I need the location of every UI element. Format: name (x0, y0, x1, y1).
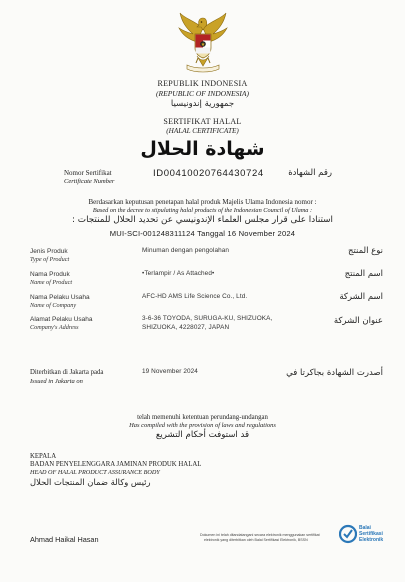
signatory-title: KEPALA (30, 453, 57, 460)
garuda-emblem (178, 10, 228, 76)
country-name-en: (REPUBLIC OF INDONESIA) (156, 89, 249, 98)
certificate-title: SERTIFIKAT HALAL (163, 117, 242, 126)
bsre-text-1: Balai (359, 525, 371, 531)
compliance-text: telah memenuhi ketentuan perundang-undangan (137, 414, 268, 421)
company-name-value: AFC-HD AMS Life Science Co., Ltd. (142, 293, 248, 300)
company-address-label: Alamat Pelaku Usaha (30, 316, 93, 323)
bsre-logo (339, 523, 357, 545)
decree-text: Berdasarkan keputusan penetapan halal produk Majelis Ulama Indonesia nomor : (88, 198, 317, 206)
company-name-label-ar: اسم الشركة (339, 292, 383, 302)
certificate-number-label-en: Certificate Number (64, 178, 115, 185)
signatory-agency: BADAN PENYELENGGARA JAMINAN PRODUK HALAL (30, 461, 202, 468)
type-of-product-label: Jenis Produk (30, 248, 68, 255)
company-address-line-2: SHIZUOKA, 4228027, JAPAN (142, 324, 230, 331)
e-signature-note-line-1: Dokumen ini telah ditandatangani secara elektronik menggunakan sertifikat (200, 533, 320, 537)
company-address-label-en: Company's Address (30, 324, 79, 331)
signatory-agency-en: HEAD OF HALAL PRODUCT ASSURANCE BODY (30, 469, 160, 476)
certificate-number-label: Nomor Sertifikat (64, 169, 112, 177)
certificate-title-ar: شهادة الحلال (140, 138, 265, 160)
signatory-name: Ahmad Haikal Hasan (30, 535, 99, 544)
company-name-label: Nama Pelaku Usaha (30, 294, 90, 301)
compliance-text-ar: قد استوفت أحكام التشريع (155, 430, 250, 440)
name-of-product-label-ar: اسم المنتج (344, 269, 383, 279)
certificate-number-label-ar: رقم الشهادة (288, 168, 332, 178)
company-name-label-en: Name of Company (30, 302, 77, 309)
bsre-text-2: Sertifikasi (359, 531, 383, 537)
certificate-number: ID00410020764430724 (153, 168, 264, 179)
garuda-icon (178, 10, 228, 76)
name-of-product-label: Nama Produk (30, 271, 70, 278)
bsre-logo-icon (339, 523, 357, 545)
compliance-text-en: Has compiled with the provision of laws and regulations (129, 422, 276, 429)
country-name: REPUBLIK INDONESIA (157, 79, 248, 88)
country-name-ar: جمهورية إندونيسيا (170, 99, 235, 109)
issued-label: Diterbitkan di Jakarta pada (30, 369, 104, 376)
issued-label-ar: أصدرت الشهادة بجاكرتا في (286, 368, 383, 378)
company-address-line-1: 3-6-36 TOYODA, SURUGA-KU, SHIZUOKA, (142, 315, 273, 322)
decree-number: MUI-SCI-001248311124 Tanggal 16 November 2024 (109, 229, 296, 238)
signatory-agency-ar: رئيس وكالة ضمان المنتجات الحلال (30, 477, 151, 487)
issued-date: 19 November 2024 (142, 368, 198, 375)
bsre-text-3: Elektronik (359, 537, 384, 543)
type-of-product-label-en: Type of Product (30, 256, 70, 263)
e-signature-note-line-2: elektronik yang diterbitkan oleh Balai Sertifikasi Elektronik, BSSN (204, 538, 308, 542)
company-address-label-ar: عنوان الشركة (333, 316, 383, 326)
name-of-product-label-en: Name of Product (30, 279, 73, 286)
decree-text-ar: استنادا على قرار مجلس العلماء الإندونيسي عن تحديد الحلال للمنتجات : (72, 215, 333, 225)
type-of-product-value: Minuman dengan pengolahan (142, 247, 230, 254)
certificate-title-en: (HALAL CERTIFICATE) (166, 127, 239, 135)
type-of-product-label-ar: نوع المنتج (347, 246, 383, 256)
name-of-product-value: •Terlampir / As Attached• (142, 270, 215, 277)
decree-text-en: Based on the decree to stipulating halal products of the Indonesian Council of Ulama : (92, 207, 313, 214)
issued-label-en: Issued in Jakarta on (30, 378, 83, 385)
